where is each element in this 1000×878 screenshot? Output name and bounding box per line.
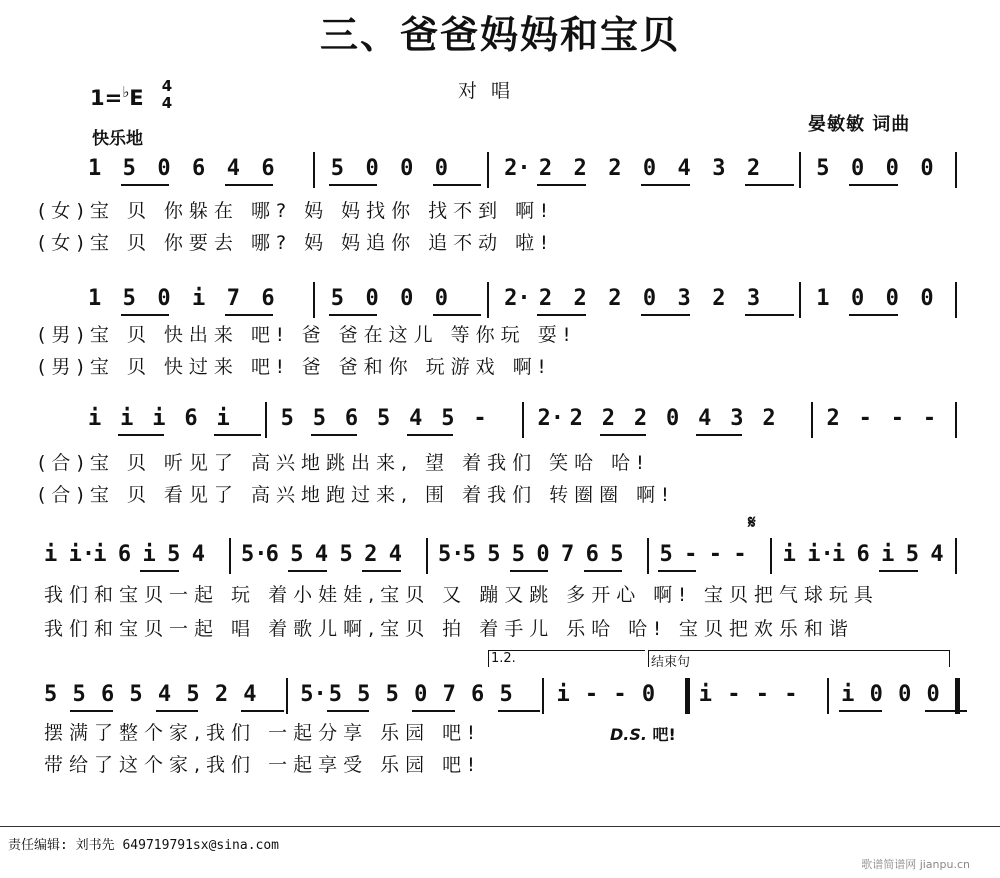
note: i [152, 406, 166, 431]
notation-row [0, 678, 1000, 718]
note: 0 [400, 156, 414, 181]
note: 7 [442, 682, 456, 707]
note: 2 [762, 406, 776, 431]
note: i [142, 542, 156, 567]
underline-beam [288, 570, 327, 572]
note: 0 [885, 286, 899, 311]
barline [955, 402, 957, 438]
underline-beam [658, 570, 697, 572]
underline-beam [584, 570, 623, 572]
underline-beam [849, 184, 898, 186]
note: 5 [122, 286, 136, 311]
note: - [473, 406, 487, 431]
underline-beam [214, 434, 260, 436]
lyric-line: (合)宝 贝 听见了 高兴地跳出来, 望 着我们 笑哈 哈! [38, 452, 650, 474]
note: 5 [905, 542, 919, 567]
dal-segno [610, 722, 676, 745]
lyric-line: 摆满了整个家,我们 一起分享 乐园 吧! [44, 722, 481, 744]
note: 5· [437, 542, 465, 567]
underline-beam [329, 314, 378, 316]
note: 6 [585, 542, 599, 567]
underline-beam [879, 570, 918, 572]
underline-beam [156, 710, 198, 712]
note: 0 [920, 156, 934, 181]
barline [286, 678, 288, 714]
note: - [784, 682, 798, 707]
note: 0 [641, 682, 656, 707]
note: 2 [538, 156, 553, 181]
underline-beam [433, 314, 482, 316]
note: 0 [157, 286, 171, 311]
note: 0 [414, 682, 428, 707]
note: i [841, 682, 855, 707]
volta-ending-phrase: 结束句 [648, 650, 950, 667]
note: 0 [885, 156, 899, 181]
underline-beam [70, 710, 112, 712]
note: 2· [504, 286, 531, 311]
note: - [684, 542, 698, 567]
barline [487, 282, 489, 318]
note: - [890, 406, 905, 431]
note: 0 [157, 156, 171, 181]
note: - [922, 406, 937, 431]
note: 5 [280, 406, 294, 431]
underline-beam [849, 314, 898, 316]
note: 6 [344, 406, 359, 431]
note: 4 [191, 542, 205, 567]
note: 2 [826, 406, 840, 431]
time-signature [160, 78, 174, 112]
note: 6 [117, 542, 132, 567]
note: 5 [290, 542, 304, 567]
note: 0 [642, 286, 657, 311]
barline [955, 538, 957, 574]
note: - [613, 682, 627, 707]
song-title: 三、爸爸妈妈和宝贝 [319, 13, 680, 57]
note: i [216, 406, 230, 431]
repeat-barline [685, 678, 690, 714]
barline [426, 538, 428, 574]
notation-row [0, 538, 1000, 578]
note: 4 [243, 682, 257, 707]
key-signature [90, 83, 144, 110]
composer-credit: 晏敏敏 词曲 [808, 114, 911, 135]
note: 5 [511, 542, 526, 567]
note: 2 [538, 286, 553, 311]
note: 5 [377, 406, 391, 431]
note: 4 [388, 542, 402, 567]
note: 4 [677, 156, 691, 181]
note: 7 [561, 542, 575, 567]
note: 0 [850, 156, 865, 181]
barline [313, 282, 315, 318]
note: - [733, 542, 747, 567]
note: 4 [314, 542, 329, 567]
note: 6 [192, 156, 206, 181]
note: 5· [240, 542, 268, 567]
note: i [192, 286, 206, 311]
segno-sign: 𝄋 [748, 512, 756, 533]
flat-symbol: ♭ [122, 83, 130, 101]
underline-beam [839, 710, 881, 712]
note: 6 [100, 682, 115, 707]
lyric-line: (女)宝 贝 你要去 哪? 妈 妈追你 追不动 啦! [38, 232, 554, 254]
note: 0 [536, 542, 550, 567]
note: 7 [226, 286, 240, 311]
note: 5 [129, 682, 143, 707]
note: 1 [816, 286, 830, 311]
underline-beam [510, 570, 549, 572]
note: i [698, 682, 713, 707]
underline-beam [412, 710, 454, 712]
barline [799, 152, 801, 188]
note: 4 [698, 406, 712, 431]
note: - [727, 682, 741, 707]
note: i [831, 542, 846, 567]
volta-first-ending: 1.2. [488, 650, 645, 667]
underline-beam [925, 710, 967, 712]
note: 5 [186, 682, 200, 707]
underline-beam [140, 570, 179, 572]
note: 0 [365, 286, 379, 311]
note: - [708, 542, 723, 567]
lyric-line: 我们和宝贝一起 玩 着小娃娃,宝贝 又 蹦又跳 多开心 啊! 宝贝把气球玩具 [44, 584, 879, 606]
note: - [584, 682, 599, 707]
note: 5 [72, 682, 86, 707]
note: 0 [434, 156, 449, 181]
note: 2 [364, 542, 378, 567]
barline [487, 152, 489, 188]
note: 0 [434, 286, 449, 311]
underline-beam [537, 314, 586, 316]
note: 2 [746, 156, 761, 181]
footer-editor: 责任编辑: 刘书先 649719791sx@sina.com [8, 838, 280, 853]
watermark: 歌谱简谱网 jianpu.cn [861, 858, 970, 871]
note: 3 [730, 406, 744, 431]
barline [522, 402, 524, 438]
note: 0 [898, 682, 912, 707]
underline-beam [362, 570, 401, 572]
underline-beam [118, 434, 164, 436]
barline [799, 282, 801, 318]
note: 0 [666, 406, 680, 431]
note: 6 [856, 542, 870, 567]
note: 2 [573, 286, 587, 311]
note: 5 [816, 156, 830, 181]
barline [955, 152, 957, 188]
note: 6 [265, 542, 279, 567]
barline [542, 678, 544, 714]
lyric-line: 我们和宝贝一起 唱 着歌儿啊,宝贝 拍 着手儿 乐哈 哈! 宝贝把欢乐和谐 [44, 618, 854, 640]
note: 3 [712, 156, 726, 181]
barline [770, 538, 772, 574]
note: 4 [157, 682, 172, 707]
note: 6 [184, 406, 198, 431]
lyric-line: (女)宝 贝 你躲在 哪? 妈 妈找你 找不到 啊! [38, 200, 554, 222]
note: 5 [441, 406, 455, 431]
key-prefix: 1= [90, 86, 123, 110]
note: 0 [869, 682, 883, 707]
barline [229, 538, 231, 574]
note: 6 [261, 286, 275, 311]
note: 0 [926, 682, 940, 707]
note: i [44, 542, 58, 567]
underline-beam [225, 184, 274, 186]
note: 3 [746, 286, 761, 311]
ds-mark: D.S. [610, 725, 647, 744]
underline-beam [745, 184, 794, 186]
note: 1 [88, 156, 102, 181]
note: 5· [300, 682, 327, 707]
note: 0 [642, 156, 657, 181]
footer-divider [0, 826, 1000, 827]
tempo-marking: 快乐地 [92, 129, 143, 149]
note: 2 [608, 286, 622, 311]
note: 0 [920, 286, 934, 311]
time-unit: 4 [161, 94, 173, 112]
note: 0 [365, 156, 379, 181]
note: i [93, 542, 107, 567]
note: 0 [850, 286, 865, 311]
note: 5 [659, 542, 673, 567]
note: 2 [569, 406, 583, 431]
lyric-line: (男)宝 贝 快过来 吧! 爸 爸和你 玩游戏 啊! [38, 356, 552, 378]
note: 5 [487, 542, 501, 567]
note: - [858, 406, 872, 431]
underline-beam [641, 314, 690, 316]
note: 5 [610, 542, 624, 567]
note: 2 [633, 406, 648, 431]
barline [811, 402, 813, 438]
note: 5 [44, 682, 58, 707]
note: 4 [226, 156, 240, 181]
note: 2 [608, 156, 622, 181]
note: 3 [677, 286, 691, 311]
underline-beam [600, 434, 646, 436]
barline [827, 678, 829, 714]
underline-beam [241, 710, 283, 712]
lyric-line: 带给了这个家,我们 一起享受 乐园 吧! [44, 754, 481, 776]
barline [955, 282, 957, 318]
note: 2 [573, 156, 587, 181]
underline-beam [433, 184, 482, 186]
underline-beam [327, 710, 369, 712]
note: 5 [312, 406, 327, 431]
note: 5 [462, 542, 476, 567]
note: 5 [328, 682, 342, 707]
note: 5 [357, 682, 371, 707]
underline-beam [696, 434, 742, 436]
note: 2· [504, 156, 531, 181]
underline-beam [407, 434, 453, 436]
underline-beam [311, 434, 357, 436]
notation-row [0, 152, 1000, 192]
note: i [120, 406, 134, 431]
note: 5 [330, 156, 344, 181]
note: 4 [409, 406, 423, 431]
underline-beam [121, 314, 170, 316]
note: 6 [261, 156, 275, 181]
note: 2 [214, 682, 229, 707]
time-beats: 4 [161, 77, 173, 95]
note: 5 [339, 542, 353, 567]
underline-beam [225, 314, 274, 316]
note: i [881, 542, 895, 567]
note: 5 [499, 682, 513, 707]
lyric-line: (合)宝 贝 看见了 高兴地跑过来, 围 着我们 转圈圈 啊! [38, 484, 675, 506]
note: 2 [712, 286, 726, 311]
note: i [88, 406, 102, 431]
note: 5 [330, 286, 344, 311]
barline [265, 402, 267, 438]
note: 4 [930, 542, 944, 567]
note: i· [807, 542, 834, 567]
barline [647, 538, 649, 574]
note: - [755, 682, 769, 707]
underline-beam [537, 184, 586, 186]
underline-beam [745, 314, 794, 316]
ds-lyric: 吧! [652, 725, 676, 744]
note: i [782, 542, 796, 567]
barline [313, 152, 315, 188]
notation-row [0, 282, 1000, 322]
note: i· [68, 542, 96, 567]
note: 2· [537, 406, 565, 431]
performance-style: 对唱 [458, 80, 525, 102]
note: 5 [122, 156, 136, 181]
note: 6 [471, 682, 485, 707]
underline-beam [641, 184, 690, 186]
underline-beam [498, 710, 540, 712]
note: 2 [601, 406, 616, 431]
key-note: E [129, 86, 144, 110]
notation-row [0, 402, 1000, 442]
note: i [556, 682, 570, 707]
lyric-line: (男)宝 贝 快出来 吧! 爸 爸在这儿 等你玩 耍! [38, 324, 577, 346]
final-barline [955, 678, 960, 714]
underline-beam [121, 184, 170, 186]
note: 0 [400, 286, 414, 311]
note: 1 [88, 286, 102, 311]
note: 5 [385, 682, 399, 707]
note: 5 [167, 542, 181, 567]
underline-beam [329, 184, 378, 186]
